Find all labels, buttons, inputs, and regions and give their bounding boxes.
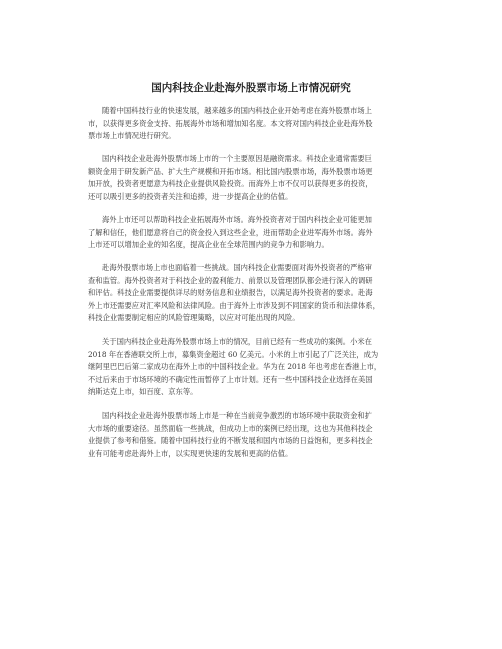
paragraph-line: 关于国内科技企业赴海外股票市场上市的情况，目前已经有一些成功的案例。小米在 <box>102 337 372 346</box>
paragraph-line: 大市场的重要途径。虽然面临一些挑战，但成功上市的案例已经出现，这也为其他科技企 <box>88 423 373 433</box>
paragraph-line: 赴海外股票市场上市也面临着一些挑战。国内科技企业需要面对海外投资者的严格审 <box>102 263 372 272</box>
paragraph-line: 查和监管。海外投资者对于科技企业的盈利能力、前景以及管理团队都会进行深入的调研 <box>88 275 373 285</box>
paragraph-4 <box>88 262 410 325</box>
paragraph-line: 业有可能考虑赴海外上市，以实现更快速的发展和更高的估值。 <box>88 448 293 458</box>
paragraph-line: 不过后来由于市场环境的不确定性而暂停了上市计划。还有一些中国科技企业选择在美国 <box>88 374 373 384</box>
paragraph-line: 国内科技企业赴海外股票市场上市是一种在当前竞争激烈的市场环境中获取资金和扩 <box>102 411 372 420</box>
paragraph-line: 海外上市还可以帮助科技企业拓展海外市场。海外投资者对于国内科技企业可能更加 <box>102 215 372 224</box>
paragraph-line: 市，以获得更多资金支持、拓展海外市场和增加知名度。本文将对国内科技企业赴海外股 <box>88 118 373 128</box>
paragraph-line: 业提供了参考和借鉴。随着中国科技行业的不断发展和国内市场的日益饱和，更多科技企 <box>88 436 373 446</box>
paragraph-line: 纳斯达克上市，如百度、京东等。 <box>88 387 198 397</box>
paragraph-line: 了解和信任，他们愿意将自己的资金投入到这些企业，进而帮助企业进军海外市场。海外 <box>88 227 373 237</box>
paragraph-3 <box>88 214 410 252</box>
paragraph-line: 额资金用于研发新产品、扩大生产规模和开拓市场。相比国内股票市场，海外股票市场更 <box>88 166 373 176</box>
document-title: 国内科技企业赴海外股票市场上市情况研究 <box>151 82 351 94</box>
paragraph-2 <box>88 153 410 203</box>
paragraph-line: 外上市还需要应对汇率风险和法律风险。由于海外上市涉及到不同国家的货币和法律体系， <box>88 300 380 310</box>
paragraph-6 <box>88 410 410 460</box>
paragraph-line: 加开放，投资者更愿意为科技企业提供风险投资。而海外上市不仅可以获得更多的投资， <box>88 179 373 189</box>
paragraph-line: 科技企业需要制定相应的风险管理策略，以应对可能出现的风险。 <box>88 313 300 323</box>
paragraph-line: 国内科技企业赴海外股票市场上市的一个主要原因是融资需求。科技企业通常需要巨 <box>102 154 372 163</box>
paragraph-1 <box>88 105 410 143</box>
paragraph-line: 2018 年在香港联交所上市，募集资金超过 60 亿美元。小米的上市引起了广泛关注，成为 <box>88 349 379 359</box>
paragraph-line: 上市还可以增加企业的知名度，提高企业在全球范围内的竞争力和影响力。 <box>88 240 329 250</box>
paragraph-line: 还可以吸引更多的投资者关注和追捧，进一步提高企业的估值。 <box>88 191 293 201</box>
paragraph-line: 票市场上市情况进行研究。 <box>88 131 176 141</box>
paragraph-5 <box>88 336 410 399</box>
paragraph-line: 和评估。科技企业需要提供详尽的财务信息和业绩报告，以满足海外投资者的要求。赴海 <box>88 288 373 298</box>
paragraph-line: 随着中国科技行业的快速发展，越来越多的国内科技企业开始考虑在海外股票市场上 <box>102 106 372 115</box>
paragraph-line: 继阿里巴巴后第二家成功在海外上市的中国科技企业。华为在 2018 年也考虑在香港上市， <box>88 362 382 372</box>
